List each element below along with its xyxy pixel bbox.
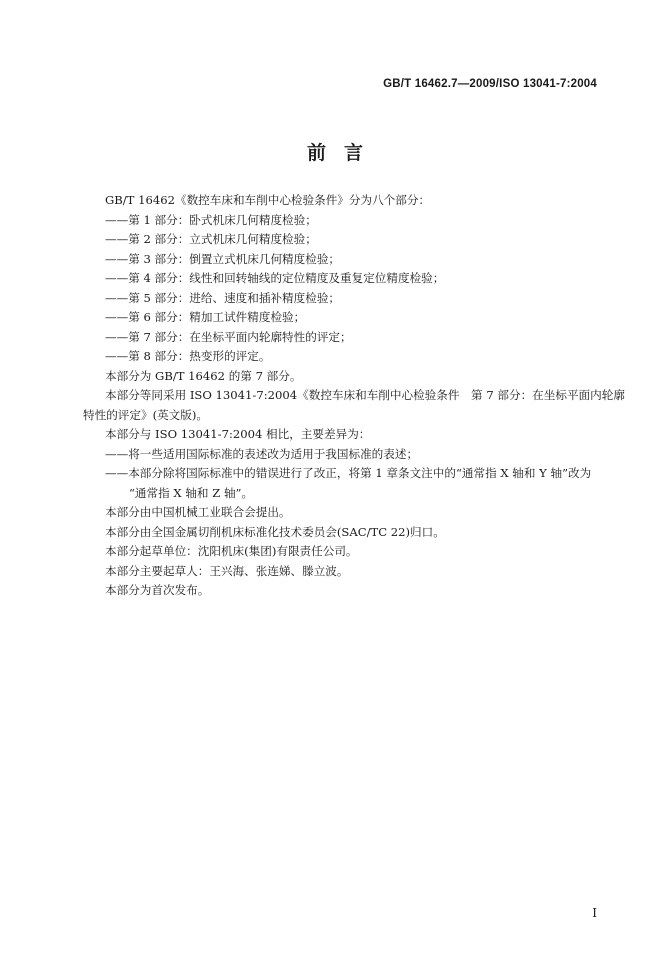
first-release-paragraph: 本部分为首次发布。 [105, 583, 210, 597]
foreword-body [83, 191, 625, 601]
difference-item-2-line2: “通常指 X 轴和 Z 轴”。 [129, 485, 254, 500]
centralized-by-paragraph: 本部分由全国金属切削机床标准化技术委员会(SAC/TC 22)归口。 [105, 524, 445, 539]
intro-paragraph: GB/T 16462《数控车床和车削中心检验条件》分为八个部分： [105, 193, 431, 207]
adoption-paragraph-line2: 特性的评定》(英文版)。 [83, 407, 208, 422]
page-number: I [592, 906, 597, 920]
part-item-2: ——第 2 部分：立式机床几何精度检验； [105, 232, 317, 246]
differences-intro: 本部分与 ISO 13041-7:2004 相比，主要差异为： [105, 427, 371, 441]
part-item-7: ——第 7 部分：在坐标平面内轮廓特性的评定； [105, 329, 352, 344]
part-item-4: ——第 4 部分：线性和回转轴线的定位精度及重复定位精度检验； [105, 271, 445, 285]
adoption-paragraph-line1: 本部分等同采用 ISO 13041-7:2004《数控车床和车削中心检验条件 第 7 部分：在坐标平面内轮廓 [105, 388, 625, 402]
part-item-8: ——第 8 部分：热变形的评定。 [105, 349, 271, 363]
standard-code: GB/T 16462.7—2009/ISO 13041-7:2004 [383, 78, 597, 90]
part-item-5: ——第 5 部分：进给、速度和插补精度检验； [105, 290, 341, 305]
page-title: 前言 [306, 142, 381, 164]
difference-item-1: ——将一些适用国际标准的表述改为适用于我国标准的表述； [105, 446, 419, 461]
part-item-3: ——第 3 部分：倒置立式机床几何精度检验； [105, 251, 341, 266]
drafting-unit-paragraph: 本部分起草单位：沈阳机床(集团)有限责任公司。 [105, 544, 358, 558]
proposed-by-paragraph: 本部分由中国机械工业联合会提出。 [105, 505, 291, 519]
difference-item-2-line1: ——本部分除将国际标准中的错误进行了改正，将第 1 章条文注中的“通常指 X 轴和 Y 轴”改为 [105, 466, 592, 480]
drafters-paragraph: 本部分主要起草人：王兴海、张连娣、滕立波。 [105, 563, 349, 578]
part-item-1: ——第 1 部分：卧式机床几何精度检验； [105, 212, 317, 227]
part-item-6: ——第 6 部分：精加工试件精度检验； [105, 310, 306, 324]
this-part-paragraph: 本部分为 GB/T 16462 的第 7 部分。 [105, 368, 302, 383]
